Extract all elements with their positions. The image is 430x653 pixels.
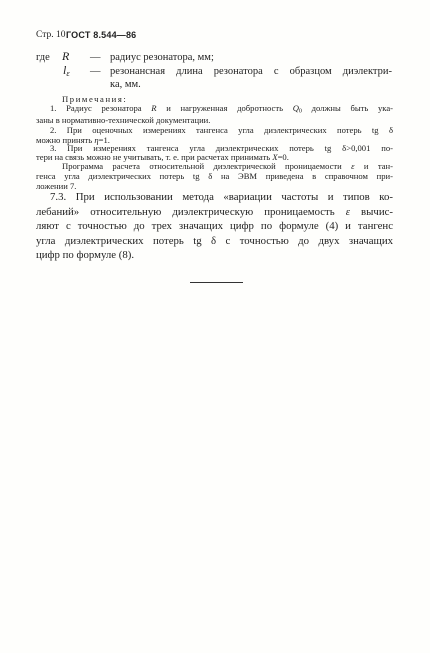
end-divider: [190, 282, 243, 283]
symbol-delta: δ: [211, 235, 217, 247]
definition-dash: —: [90, 52, 101, 63]
note-line: [36, 171, 393, 181]
note-line: [62, 161, 393, 171]
paragraph-line: ляют с точностью до трех значащих цифр по формуле (4) и тангенс: [36, 220, 393, 232]
symbol-delta: δ: [388, 125, 393, 135]
text-segment: 2. При оценочных измерениях тангенса угла диэлектрических потерь tg: [50, 125, 389, 135]
notes-title: Примечания:: [62, 94, 128, 104]
symbol-eta: η: [94, 135, 99, 145]
text-segment: лебаний» относительную диэлектрическую проницаемость: [36, 206, 346, 218]
symbol-r: R: [62, 49, 70, 63]
text-segment: должны быть ука-: [301, 103, 393, 113]
text-segment: можно принять: [36, 135, 95, 145]
definition-dash: —: [90, 66, 101, 77]
paragraph-line: цифр по формуле (8).: [36, 249, 135, 261]
note-line: [50, 125, 393, 135]
symbol-subscript: ε: [66, 69, 70, 79]
text-segment: 3. При измерениях тангенса угла диэлектрических потерь tg: [50, 143, 343, 153]
symbol-q: Q: [292, 103, 299, 113]
symbol-x: X: [272, 152, 278, 162]
paragraph-line: [36, 205, 393, 219]
text-segment: угла диэлектрических потерь tg: [36, 235, 212, 247]
standard-code: ГОСТ 8.544—86: [66, 30, 137, 40]
text-segment: с точностью до двух значащих: [216, 235, 393, 247]
text-segment: и тан-: [354, 161, 393, 171]
definition-text: радиус резонатора, мм;: [110, 52, 214, 63]
symbol-letter: l: [63, 63, 67, 77]
symbol-delta: δ: [208, 171, 213, 181]
text-segment: и нагруженная добротность: [156, 103, 293, 113]
where-label: где: [36, 52, 50, 63]
text-segment: =1.: [98, 135, 110, 145]
symbol-r: R: [151, 103, 157, 113]
text-segment: >0,001 по-: [346, 143, 393, 153]
text-segment: 1. Радиус резонатора: [50, 103, 152, 113]
symbol-delta: δ: [342, 143, 347, 153]
note-line: ложении 7.: [36, 181, 77, 191]
page-number: Стр. 10: [36, 30, 66, 40]
text-segment: генса угла диэлектрических потерь tg: [36, 171, 209, 181]
definition-text: резонансная длина резонатора с образцом диэлектри-: [110, 66, 392, 77]
text-segment: вычис-: [350, 206, 393, 218]
text-segment: на ЭВМ приведена в справочном при-: [212, 171, 393, 181]
paragraph-line: 7.3. При использовании метода «вариации частоты и типов ко-: [50, 191, 393, 203]
text-segment: тери на связь можно не учитывать, т. е. при расчетах принимать: [36, 152, 273, 162]
symbol-l-epsilon: [63, 64, 70, 77]
note-line: заны в нормативно-технической документации.: [36, 115, 211, 125]
symbol-epsilon: ε: [351, 161, 355, 171]
paragraph-line: [36, 234, 393, 248]
definition-text: ка, мм.: [110, 79, 141, 90]
text-segment: =0.: [277, 152, 289, 162]
symbol-epsilon: ε: [345, 206, 350, 218]
symbol-subscript: 0: [298, 108, 302, 115]
note-line: [50, 103, 393, 113]
text-segment: Программа расчета относительной диэлектрической проницаемости: [62, 161, 352, 171]
